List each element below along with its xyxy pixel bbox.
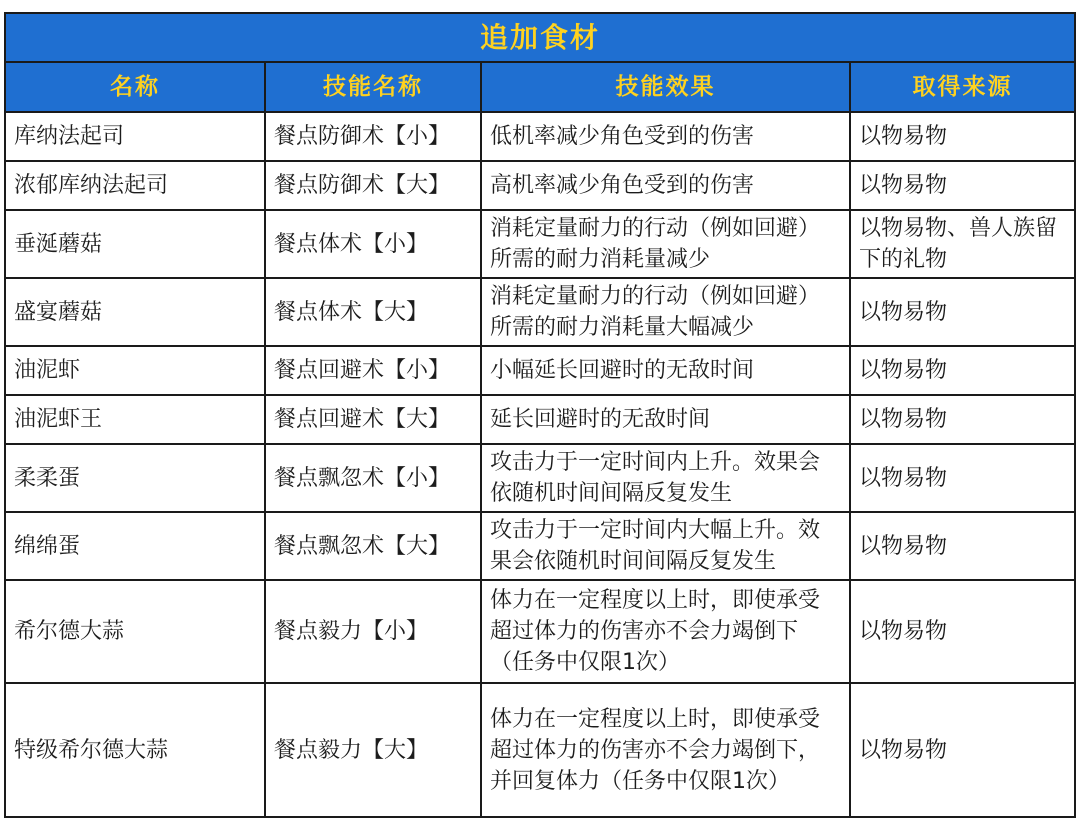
cell-effect: 延长回避时的无敌时间: [481, 395, 850, 444]
cell-name: 绵绵蛋: [5, 512, 265, 580]
cell-skill: 餐点回避术【大】: [265, 395, 481, 444]
cell-effect: 体力在一定程度以上时，即使承受超过体力的伤害亦不会力竭倒下，并回复体力（任务中仅限1次）: [481, 683, 850, 817]
cell-name: 油泥虾: [5, 346, 265, 395]
table-row: [5, 683, 1075, 817]
table-row: [5, 278, 1075, 346]
cell-effect: 消耗定量耐力的行动（例如回避）所需的耐力消耗量减少: [481, 210, 850, 278]
cell-source: 以物易物: [850, 346, 1075, 395]
column-header-source: 取得来源: [850, 62, 1075, 112]
column-header-skill: 技能名称: [265, 62, 481, 112]
cell-effect: 小幅延长回避时的无敌时间: [481, 346, 850, 395]
cell-skill: 餐点回避术【小】: [265, 346, 481, 395]
header-row: [5, 62, 1075, 112]
column-header-effect: 技能效果: [481, 62, 850, 112]
table-row: [5, 395, 1075, 444]
cell-skill: 餐点体术【小】: [265, 210, 481, 278]
cell-effect: 攻击力于一定时间内大幅上升。效果会依随机时间间隔反复发生: [481, 512, 850, 580]
cell-effect: 攻击力于一定时间内上升。效果会依随机时间间隔反复发生: [481, 444, 850, 512]
cell-name: 盛宴蘑菇: [5, 278, 265, 346]
cell-source: 以物易物: [850, 444, 1075, 512]
table-row: [5, 112, 1075, 161]
cell-effect: 体力在一定程度以上时，即使承受超过体力的伤害亦不会力竭倒下（任务中仅限1次）: [481, 580, 850, 683]
cell-skill: 餐点防御术【大】: [265, 161, 481, 210]
table-row: [5, 512, 1075, 580]
cell-name: 特级希尔德大蒜: [5, 683, 265, 817]
cell-skill: 餐点体术【大】: [265, 278, 481, 346]
table-row: [5, 444, 1075, 512]
cell-skill: 餐点防御术【小】: [265, 112, 481, 161]
cell-source: 以物易物: [850, 395, 1075, 444]
table-title: 追加食材: [5, 13, 1075, 62]
cell-source: 以物易物: [850, 580, 1075, 683]
cell-name: 垂涎蘑菇: [5, 210, 265, 278]
cell-name: 库纳法起司: [5, 112, 265, 161]
cell-effect: 高机率减少角色受到的伤害: [481, 161, 850, 210]
cell-name: 浓郁库纳法起司: [5, 161, 265, 210]
cell-effect: 低机率减少角色受到的伤害: [481, 112, 850, 161]
cell-skill: 餐点毅力【大】: [265, 683, 481, 817]
table-row: [5, 580, 1075, 683]
cell-source: 以物易物: [850, 683, 1075, 817]
cell-source: 以物易物: [850, 512, 1075, 580]
cell-skill: 餐点飘忽术【大】: [265, 512, 481, 580]
cell-name: 油泥虾王: [5, 395, 265, 444]
cell-source: 以物易物: [850, 278, 1075, 346]
cell-source: 以物易物: [850, 112, 1075, 161]
cell-source: 以物易物: [850, 161, 1075, 210]
table-row: [5, 210, 1075, 278]
cell-name: 希尔德大蒜: [5, 580, 265, 683]
cell-effect: 消耗定量耐力的行动（例如回避）所需的耐力消耗量大幅减少: [481, 278, 850, 346]
cell-name: 柔柔蛋: [5, 444, 265, 512]
cell-source: 以物易物、兽人族留下的礼物: [850, 210, 1075, 278]
table-row: [5, 161, 1075, 210]
table-row: [5, 346, 1075, 395]
column-header-name: 名称: [5, 62, 265, 112]
cell-skill: 餐点毅力【小】: [265, 580, 481, 683]
ingredient-table: [4, 12, 1076, 818]
cell-skill: 餐点飘忽术【小】: [265, 444, 481, 512]
